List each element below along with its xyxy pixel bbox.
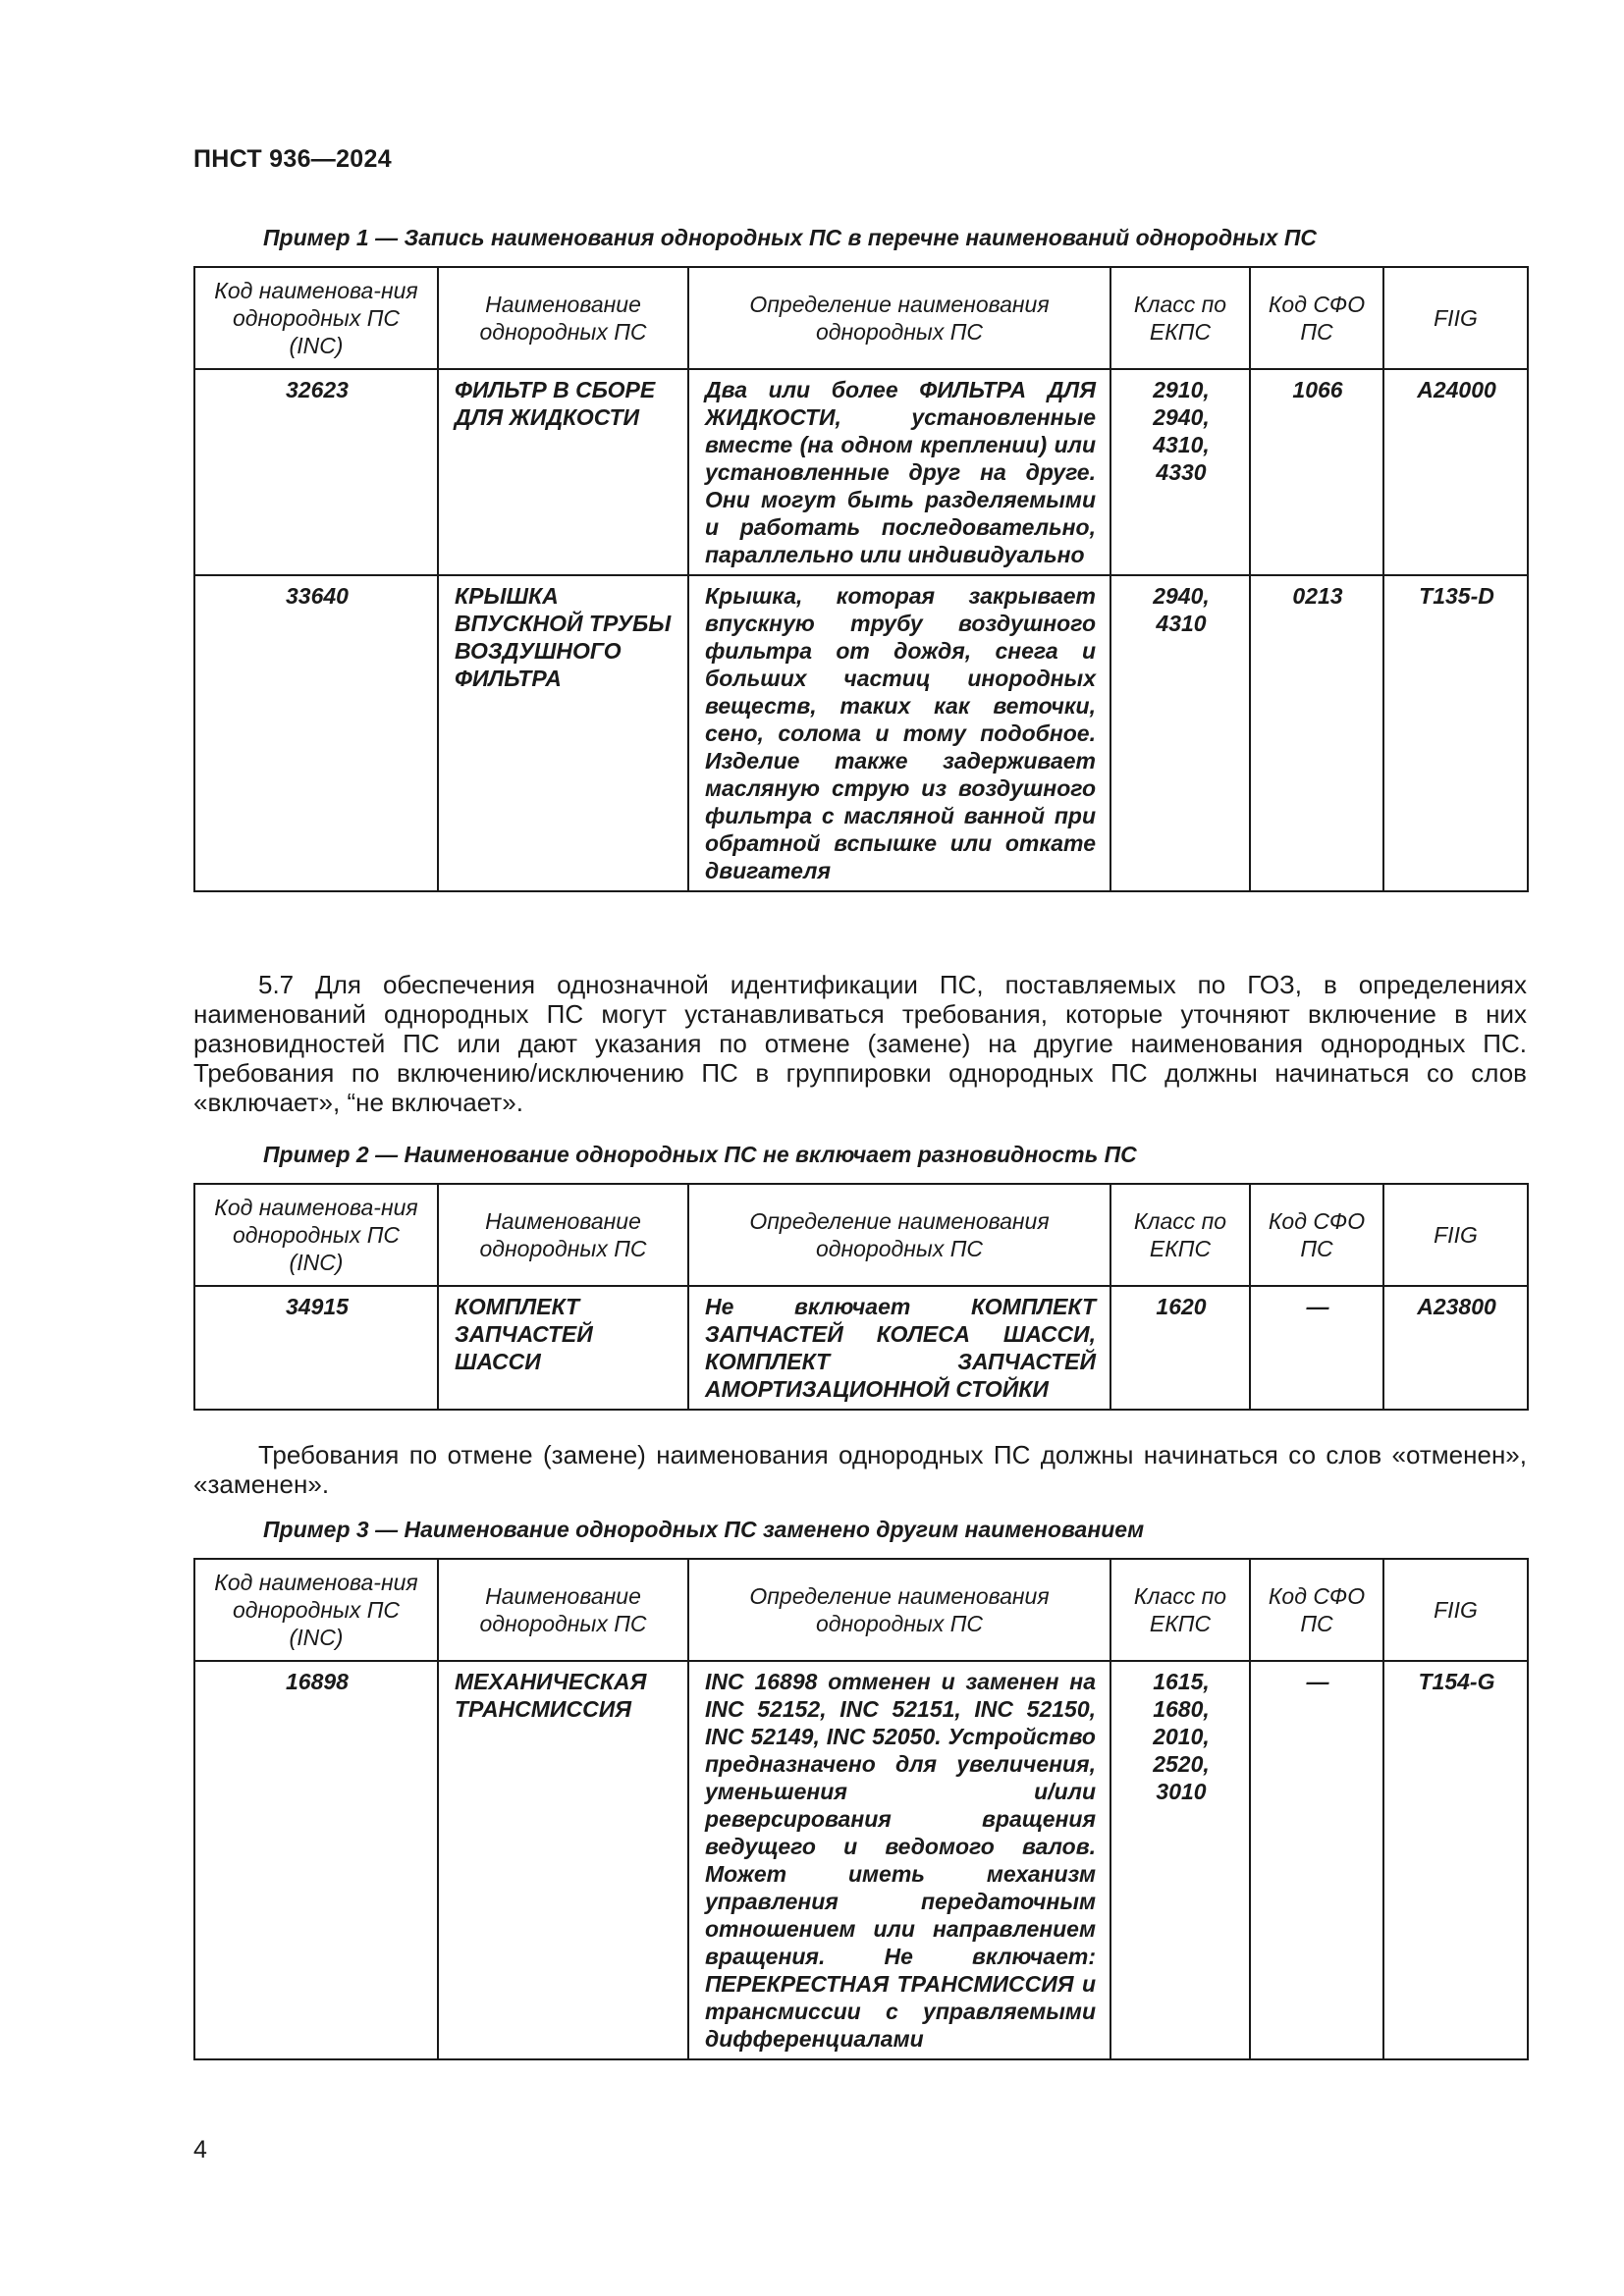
example-2-caption: Пример 2 — Наименование однородных ПС не включает разновидность ПС (263, 1142, 1137, 1167)
cell-definition: Крышка, которая закрывает впускную трубу воздушного фильтра от дождя, снега и больших частиц инородных веществ, таких как веточки, сено, солома и тому подобное. Изделие также задерживает масляную струю из воздушного фильтра с масляной ванной при обратной вспышке или откате двигателя (688, 575, 1110, 891)
col-header-inc: Код наименова-ния однородных ПС (INC) (194, 267, 438, 369)
cell-definition: INC 16898 отменен и заменен на INC 52152, INC 52151, INC 52150, INC 52149, INC 52050. Устройство предназначено для увеличения, уменьшения и/или реверсирования вращения ведущего и ведомого валов. Может иметь механизм управления передаточным отношением или направлением вращения. Не включает: ПЕРЕКРЕСТНАЯ ТРАНСМИССИЯ и трансмиссии с управляемыми дифференциалами (688, 1661, 1110, 2059)
paragraph-replacement: Требования по отмене (замене) наименования однородных ПС должны начинаться со слов «отменен», «заменен». (193, 1440, 1527, 1499)
col-header-name: Наименование однородных ПС (438, 1559, 688, 1661)
col-header-definition: Определение наименования однородных ПС (688, 267, 1110, 369)
col-header-definition: Определение наименования однородных ПС (688, 1559, 1110, 1661)
cell-sfo-code: 1066 (1250, 369, 1383, 575)
col-header-class: Класс по ЕКПС (1110, 1559, 1250, 1661)
example-1-caption: Пример 1 — Запись наименования однородных ПС в перечне наименований однородных ПС (263, 225, 1317, 250)
col-header-name: Наименование однородных ПС (438, 267, 688, 369)
col-header-fiig: FIIG (1383, 1559, 1528, 1661)
col-header-definition: Определение наименования однородных ПС (688, 1184, 1110, 1286)
cell-sfo-code: 0213 (1250, 575, 1383, 891)
example-2-table (193, 1183, 1529, 1411)
table-row (194, 1661, 1528, 2059)
col-header-sfo: Код СФО ПС (1250, 1559, 1383, 1661)
standard-designation: ПНСТ 936—2024 (193, 145, 392, 173)
paragraph-5-7: 5.7 Для обеспечения однозначной идентификации ПС, поставляемых по ГОЗ, в определениях наименований однородных ПС могут устанавливаться требования, которые уточняют включение в них разновидностей ПС или дают указания по отмене (замене) на другие наименования однородных ПС. Требования по включению/исключению ПС в группировки однородных ПС должны начинаться со слов «включает», “не включает». (193, 970, 1527, 1117)
col-header-class: Класс по ЕКПС (1110, 1184, 1250, 1286)
cell-definition: Не включает КОМПЛЕКТ ЗАПЧАСТЕЙ КОЛЕСА ШАССИ, КОМПЛЕКТ ЗАПЧАСТЕЙ АМОРТИЗАЦИОННОЙ СТОЙКИ (688, 1286, 1110, 1410)
table-header-row (194, 1559, 1528, 1661)
col-header-class: Класс по ЕКПС (1110, 267, 1250, 369)
table-row (194, 369, 1528, 575)
cell-class: 1620 (1110, 1286, 1250, 1410)
cell-name: КОМПЛЕКТ ЗАПЧАСТЕЙ ШАССИ (438, 1286, 688, 1410)
cell-fiig: T154-G (1383, 1661, 1528, 2059)
cell-inc-code: 16898 (194, 1661, 438, 2059)
cell-sfo-code: — (1250, 1286, 1383, 1410)
cell-name: ФИЛЬТР В СБОРЕ ДЛЯ ЖИДКОСТИ (438, 369, 688, 575)
table-row (194, 575, 1528, 891)
example-3-caption: Пример 3 — Наименование однородных ПС заменено другим наименованием (263, 1517, 1145, 1542)
col-header-sfo: Код СФО ПС (1250, 1184, 1383, 1286)
cell-class: 2940, 4310 (1110, 575, 1250, 891)
cell-inc-code: 32623 (194, 369, 438, 575)
col-header-sfo: Код СФО ПС (1250, 267, 1383, 369)
cell-definition: Два или более ФИЛЬТРА ДЛЯ ЖИДКОСТИ, установленные вместе (на одном креплении) или установленные друг на друге. Они могут быть разделяемыми и работать последовательно, параллельно или индивидуально (688, 369, 1110, 575)
cell-fiig: T135-D (1383, 575, 1528, 891)
cell-inc-code: 33640 (194, 575, 438, 891)
example-1-table (193, 266, 1529, 892)
cell-name: КРЫШКА ВПУСКНОЙ ТРУБЫ ВОЗДУШНОГО ФИЛЬТРА (438, 575, 688, 891)
col-header-fiig: FIIG (1383, 1184, 1528, 1286)
table-header-row (194, 267, 1528, 369)
cell-fiig: A23800 (1383, 1286, 1528, 1410)
example-3-table (193, 1558, 1529, 2060)
col-header-inc: Код наименова-ния однородных ПС (INC) (194, 1559, 438, 1661)
cell-class: 2910, 2940, 4310, 4330 (1110, 369, 1250, 575)
col-header-inc: Код наименова-ния однородных ПС (INC) (194, 1184, 438, 1286)
cell-name: МЕХАНИЧЕСКАЯ ТРАНСМИССИЯ (438, 1661, 688, 2059)
page-number: 4 (193, 2136, 207, 2163)
cell-class: 1615, 1680, 2010, 2520, 3010 (1110, 1661, 1250, 2059)
cell-inc-code: 34915 (194, 1286, 438, 1410)
table-row (194, 1286, 1528, 1410)
col-header-name: Наименование однородных ПС (438, 1184, 688, 1286)
col-header-fiig: FIIG (1383, 267, 1528, 369)
cell-sfo-code: — (1250, 1661, 1383, 2059)
cell-fiig: A24000 (1383, 369, 1528, 575)
table-header-row (194, 1184, 1528, 1286)
